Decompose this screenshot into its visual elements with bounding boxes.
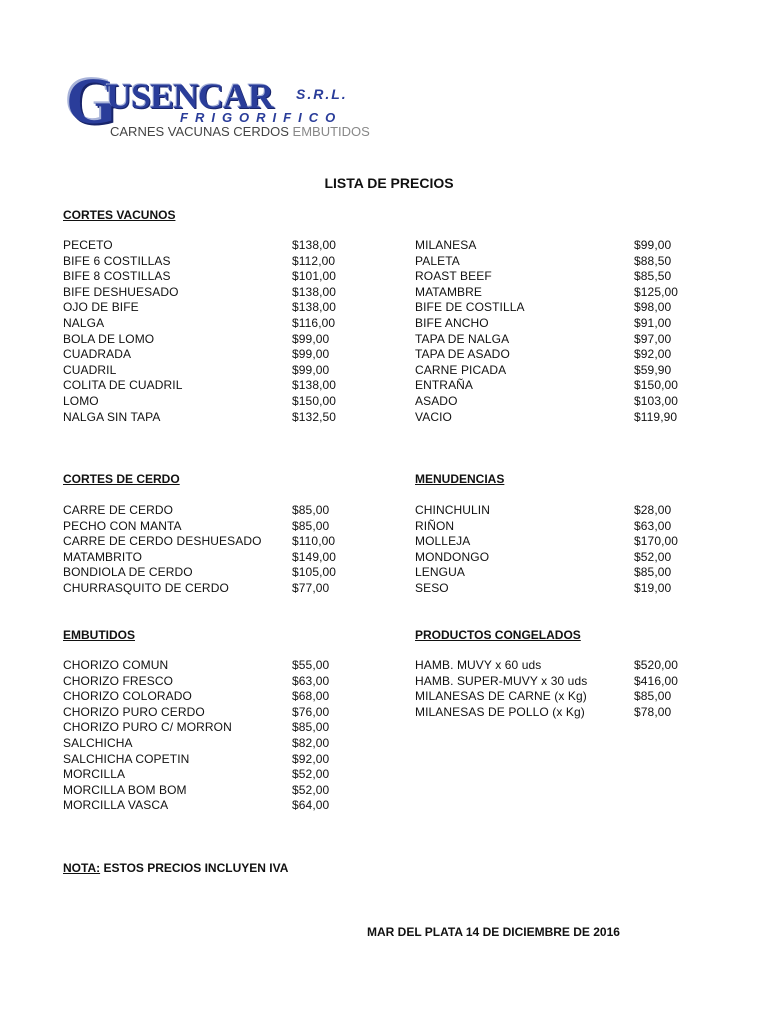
price-row bbox=[63, 736, 363, 752]
item-price: $64,00 bbox=[292, 798, 330, 813]
item-name: COLITA DE CUADRIL bbox=[63, 378, 183, 393]
item-price: $85,00 bbox=[634, 689, 672, 704]
item-name: CHORIZO COLORADO bbox=[63, 689, 192, 704]
item-name: CARNE PICADA bbox=[415, 362, 507, 377]
item-price: $78,00 bbox=[634, 704, 672, 719]
price-row bbox=[415, 519, 715, 535]
item-name: BIFE DESHUESADO bbox=[63, 284, 179, 299]
item-price: $82,00 bbox=[292, 735, 330, 750]
price-list-congelados bbox=[415, 658, 715, 720]
logo-letter: G bbox=[66, 65, 116, 138]
price-row bbox=[415, 363, 715, 379]
item-name: TAPA DE NALGA bbox=[415, 331, 510, 346]
item-price: $85,00 bbox=[292, 503, 330, 517]
price-row bbox=[63, 689, 363, 705]
item-price: $97,00 bbox=[634, 331, 672, 346]
item-price: $112,00 bbox=[292, 253, 336, 268]
item-price: $138,00 bbox=[292, 238, 337, 252]
price-row bbox=[415, 254, 715, 270]
item-name: HAMB. MUVY x 60 uds bbox=[415, 658, 542, 672]
price-row bbox=[63, 347, 363, 363]
logo-frigorifico: FRIGORIFICO bbox=[180, 110, 343, 125]
price-row bbox=[63, 674, 363, 690]
price-row bbox=[63, 705, 363, 721]
price-list-menudencias bbox=[415, 503, 715, 597]
price-row bbox=[63, 285, 363, 301]
nota-line bbox=[63, 861, 288, 875]
item-name: CHORIZO PURO CERDO bbox=[63, 704, 205, 719]
item-price: $149,00 bbox=[292, 549, 337, 564]
logo-tagline bbox=[110, 124, 370, 139]
price-row bbox=[63, 394, 363, 410]
item-name: BIFE 6 COSTILLAS bbox=[63, 253, 171, 268]
item-name: CHORIZO PURO C/ MORRON bbox=[63, 720, 232, 735]
item-name: ROAST BEEF bbox=[415, 269, 492, 284]
section-header-cerdo: CORTES DE CERDO bbox=[63, 472, 180, 486]
item-price: $99,00 bbox=[292, 347, 330, 362]
item-name: NALGA SIN TAPA bbox=[63, 409, 161, 424]
item-name: MILANESAS DE CARNE (x Kg) bbox=[415, 689, 587, 704]
item-name: TAPA DE ASADO bbox=[415, 347, 510, 362]
price-row bbox=[415, 565, 715, 581]
item-price: $138,00 bbox=[292, 378, 337, 393]
logo-word: USENCAR bbox=[106, 76, 274, 116]
price-row bbox=[415, 674, 715, 690]
item-name: CHORIZO FRESCO bbox=[63, 673, 174, 688]
item-name: MATAMBRITO bbox=[63, 549, 142, 564]
item-price: $101,00 bbox=[292, 269, 337, 284]
item-name: ENTRAÑA bbox=[415, 378, 474, 393]
price-row bbox=[63, 300, 363, 316]
price-row bbox=[415, 534, 715, 550]
item-name: MORCILLA VASCA bbox=[63, 798, 169, 813]
item-name: CARRE DE CERDO DESHUESADO bbox=[63, 534, 262, 549]
item-price: $55,00 bbox=[292, 658, 330, 672]
item-price: $110,00 bbox=[292, 534, 336, 549]
item-price: $63,00 bbox=[292, 673, 330, 688]
item-price: $138,00 bbox=[292, 284, 337, 299]
item-name: CHURRASQUITO DE CERDO bbox=[63, 580, 229, 595]
price-row bbox=[63, 783, 363, 799]
item-price: $92,00 bbox=[292, 751, 330, 766]
item-price: $85,50 bbox=[634, 269, 672, 284]
item-name: BIFE ANCHO bbox=[415, 315, 489, 330]
item-name: CARRE DE CERDO bbox=[63, 503, 174, 517]
item-name: CUADRIL bbox=[63, 362, 117, 377]
item-name: MONDONGO bbox=[415, 549, 490, 564]
item-price: $52,00 bbox=[292, 782, 330, 797]
item-price: $520,00 bbox=[634, 658, 679, 672]
date-line: MAR DEL PLATA 14 DE DICIEMBRE DE 2016 bbox=[367, 925, 620, 939]
item-name: SESO bbox=[415, 580, 449, 595]
price-row bbox=[415, 238, 715, 254]
price-row bbox=[415, 300, 715, 316]
price-row bbox=[63, 363, 363, 379]
price-row bbox=[415, 658, 715, 674]
item-name: PALETA bbox=[415, 253, 460, 268]
item-price: $28,00 bbox=[634, 503, 672, 517]
logo-tagline-light: EMBUTIDOS bbox=[292, 124, 370, 139]
price-row bbox=[63, 519, 363, 535]
item-name: MILANESAS DE POLLO (x Kg) bbox=[415, 704, 585, 719]
price-row bbox=[63, 269, 363, 285]
item-price: $116,00 bbox=[292, 315, 336, 330]
item-price: $52,00 bbox=[634, 549, 672, 564]
price-row bbox=[63, 254, 363, 270]
logo-tagline-main: CARNES VACUNAS CERDOS bbox=[110, 124, 289, 139]
price-row bbox=[415, 705, 715, 721]
item-name: BIFE DE COSTILLA bbox=[415, 300, 525, 315]
price-list-vacunos-right bbox=[415, 238, 715, 425]
item-price: $119,90 bbox=[634, 409, 678, 424]
item-price: $77,00 bbox=[292, 580, 330, 595]
item-price: $68,00 bbox=[292, 689, 330, 704]
item-name: CHINCHULIN bbox=[415, 503, 491, 517]
item-name: SALCHICHA bbox=[63, 735, 133, 750]
item-price: $85,00 bbox=[292, 720, 330, 735]
price-row bbox=[63, 581, 363, 597]
price-row bbox=[415, 394, 715, 410]
price-row bbox=[415, 332, 715, 348]
price-row bbox=[63, 565, 363, 581]
price-row bbox=[415, 316, 715, 332]
item-price: $91,00 bbox=[634, 315, 672, 330]
price-row bbox=[63, 503, 363, 519]
price-row bbox=[415, 347, 715, 363]
price-row bbox=[63, 767, 363, 783]
price-row bbox=[63, 410, 363, 426]
item-price: $98,00 bbox=[634, 300, 672, 315]
item-name: NALGA bbox=[63, 315, 105, 330]
item-price: $103,00 bbox=[634, 393, 679, 408]
price-row bbox=[415, 285, 715, 301]
item-price: $138,00 bbox=[292, 300, 337, 315]
item-price: $63,00 bbox=[634, 518, 672, 533]
price-row bbox=[415, 581, 715, 597]
price-row bbox=[415, 550, 715, 566]
item-name: SALCHICHA COPETIN bbox=[63, 751, 190, 766]
section-header-vacunos: CORTES VACUNOS bbox=[63, 208, 176, 222]
price-row bbox=[63, 798, 363, 814]
item-name: VACIO bbox=[415, 409, 452, 424]
page-title: LISTA DE PRECIOS bbox=[324, 175, 454, 191]
item-name: BIFE 8 COSTILLAS bbox=[63, 269, 171, 284]
price-row bbox=[415, 269, 715, 285]
item-price: $150,00 bbox=[634, 378, 679, 393]
item-name: MOLLEJA bbox=[415, 534, 471, 549]
item-price: $132,50 bbox=[292, 409, 337, 424]
price-row bbox=[63, 332, 363, 348]
item-name: MATAMBRE bbox=[415, 284, 483, 299]
item-name: HAMB. SUPER-MUVY x 30 uds bbox=[415, 673, 588, 688]
item-price: $416,00 bbox=[634, 673, 679, 688]
item-name: PECHO CON MANTA bbox=[63, 518, 182, 533]
item-name: PECETO bbox=[63, 238, 113, 252]
price-row bbox=[63, 534, 363, 550]
price-row bbox=[63, 720, 363, 736]
price-row bbox=[63, 316, 363, 332]
item-price: $99,00 bbox=[634, 238, 672, 252]
price-row bbox=[63, 550, 363, 566]
item-name: MORCILLA BOM BOM bbox=[63, 782, 187, 797]
price-row bbox=[63, 378, 363, 394]
price-row bbox=[415, 378, 715, 394]
price-row bbox=[63, 658, 363, 674]
price-row bbox=[415, 503, 715, 519]
section-header-congelados: PRODUCTOS CONGELADOS bbox=[415, 628, 581, 642]
item-name: MORCILLA bbox=[63, 767, 126, 782]
item-name: LENGUA bbox=[415, 565, 465, 580]
item-price: $125,00 bbox=[634, 284, 679, 299]
item-price: $99,00 bbox=[292, 362, 330, 377]
item-price: $105,00 bbox=[292, 565, 337, 580]
price-row bbox=[415, 410, 715, 426]
item-price: $76,00 bbox=[292, 704, 330, 719]
item-name: LOMO bbox=[63, 393, 99, 408]
price-list-cerdo bbox=[63, 503, 363, 597]
item-price: $99,00 bbox=[292, 331, 330, 346]
item-name: BONDIOLA DE CERDO bbox=[63, 565, 193, 580]
item-name: RIÑON bbox=[415, 518, 455, 533]
item-price: $92,00 bbox=[634, 347, 672, 362]
nota-label: NOTA: bbox=[63, 861, 101, 875]
price-row bbox=[63, 238, 363, 254]
item-name: OJO DE BIFE bbox=[63, 300, 139, 315]
item-price: $52,00 bbox=[292, 767, 330, 782]
section-header-embutidos: EMBUTIDOS bbox=[63, 628, 135, 642]
section-header-menudencias: MENUDENCIAS bbox=[415, 472, 505, 486]
item-price: $170,00 bbox=[634, 534, 679, 549]
price-row bbox=[415, 689, 715, 705]
item-price: $85,00 bbox=[634, 565, 672, 580]
item-name: CHORIZO COMUN bbox=[63, 658, 169, 672]
nota-text: ESTOS PRECIOS INCLUYEN IVA bbox=[100, 861, 289, 875]
item-name: CUADRADA bbox=[63, 347, 132, 362]
item-name: MILANESA bbox=[415, 238, 477, 252]
logo-srl: S.R.L. bbox=[296, 86, 348, 102]
price-row bbox=[63, 752, 363, 768]
item-price: $59,90 bbox=[634, 362, 672, 377]
item-name: BOLA DE LOMO bbox=[63, 331, 155, 346]
price-list-vacunos-left bbox=[63, 238, 363, 425]
item-price: $85,00 bbox=[292, 518, 330, 533]
item-price: $19,00 bbox=[634, 580, 672, 595]
item-name: ASADO bbox=[415, 393, 458, 408]
company-logo bbox=[66, 65, 370, 145]
price-list-embutidos bbox=[63, 658, 363, 814]
item-price: $88,50 bbox=[634, 253, 672, 268]
item-price: $150,00 bbox=[292, 393, 337, 408]
